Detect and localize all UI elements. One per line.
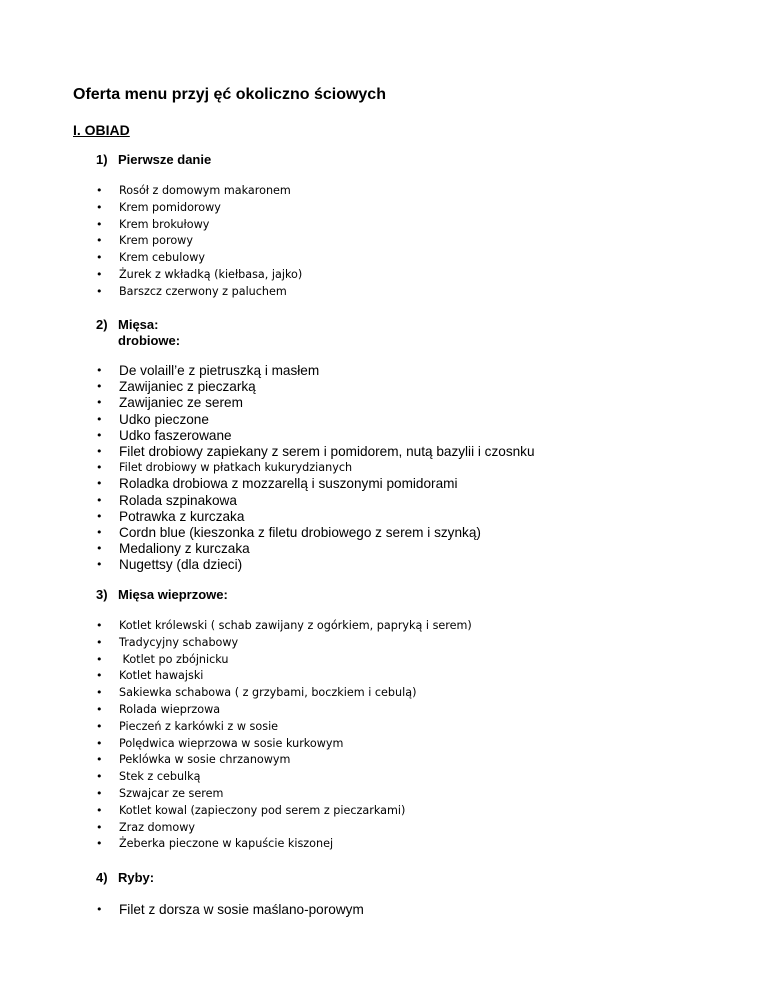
list-item: • Żurek z wkładką (kiełbasa, jajko) xyxy=(96,267,302,284)
subsection-4-heading xyxy=(96,870,154,886)
list-item: • Filet drobiowy w płatkach kukurydzianych xyxy=(96,460,535,476)
list-item: • Medaliony z kurczaka xyxy=(96,541,535,557)
list-item: • Barszcz czerwony z paluchem xyxy=(96,284,302,301)
list-item: • Kotlet kowal (zapieczony pod serem z pieczarkami) xyxy=(96,803,472,820)
list-item: • Udko faszerowane xyxy=(96,428,535,444)
section-heading: I. OBIAD xyxy=(73,122,130,138)
list-item: • Zawijaniec ze serem xyxy=(96,395,535,411)
subsection-title: Mięsa: xyxy=(118,317,159,332)
list-item: • Udko pieczone xyxy=(96,412,535,428)
list-fish xyxy=(96,902,364,918)
list-item: • Potrawka z kurczaka xyxy=(96,509,535,525)
list-item: • De volaill’e z pietruszką i masłem xyxy=(96,363,535,379)
list-item: • Rolada szpinakowa xyxy=(96,493,535,509)
list-item: • Kotlet po zbójnicku xyxy=(96,652,472,669)
list-item: • Krem cebulowy xyxy=(96,250,302,267)
subsection-number: 2) xyxy=(96,317,108,332)
list-item: • Nugettsy (dla dzieci) xyxy=(96,557,535,573)
subsection-title: Mięsa wieprzowe: xyxy=(118,587,228,602)
list-item: • Zawijaniec z pieczarką xyxy=(96,379,535,395)
list-item: • Żeberka pieczone w kapuście kiszonej xyxy=(96,836,472,853)
list-item: • Cordn blue (kieszonka z filetu drobiowego z serem i szynką) xyxy=(96,525,535,541)
list-item: • Rolada wieprzowa xyxy=(96,702,472,719)
list-item: • Kotlet królewski ( schab zawijany z ogórkiem, papryką i serem) xyxy=(96,618,472,635)
list-item: • Zraz domowy xyxy=(96,820,472,837)
list-first-course xyxy=(96,183,302,301)
list-item: • Krem pomidorowy xyxy=(96,200,302,217)
list-item: • Kotlet hawajski xyxy=(96,668,472,685)
subsection-subtitle: drobiowe: xyxy=(118,333,181,348)
list-item: • Krem brokułowy xyxy=(96,217,302,234)
subsection-2-heading xyxy=(96,317,180,349)
list-item: • Tradycyjny schabowy xyxy=(96,635,472,652)
list-poultry xyxy=(96,363,535,573)
list-item: • Filet drobiowy zapiekany z serem i pomidorem, nutą bazylii i czosnku xyxy=(96,444,535,460)
list-item: • Pieczeń z karkówki z w sosie xyxy=(96,719,472,736)
subsection-1-heading xyxy=(96,152,211,168)
list-item: • Filet z dorsza w sosie maślano-porowym xyxy=(96,902,364,918)
list-item: • Roladka drobiowa z mozzarellą i suszonymi pomidorami xyxy=(96,476,535,492)
list-item: • Peklówka w sosie chrzanowym xyxy=(96,752,472,769)
list-item: • Krem porowy xyxy=(96,233,302,250)
subsection-number: 1) xyxy=(96,152,108,167)
subsection-title: Pierwsze danie xyxy=(118,152,212,167)
subsection-number: 4) xyxy=(96,870,108,885)
list-item: • Polędwica wieprzowa w sosie kurkowym xyxy=(96,736,472,753)
list-item: • Sakiewka schabowa ( z grzybami, boczkiem i cebulą) xyxy=(96,685,472,702)
list-item: • Stek z cebulką xyxy=(96,769,472,786)
list-pork xyxy=(96,618,472,853)
document-title: Oferta menu przyj ęć okoliczno ściowych xyxy=(73,86,386,103)
list-item: • Szwajcar ze serem xyxy=(96,786,472,803)
subsection-title: Ryby: xyxy=(118,870,155,885)
subsection-3-heading xyxy=(96,587,228,603)
list-item: • Rosół z domowym makaronem xyxy=(96,183,302,200)
subsection-number: 3) xyxy=(96,587,108,602)
